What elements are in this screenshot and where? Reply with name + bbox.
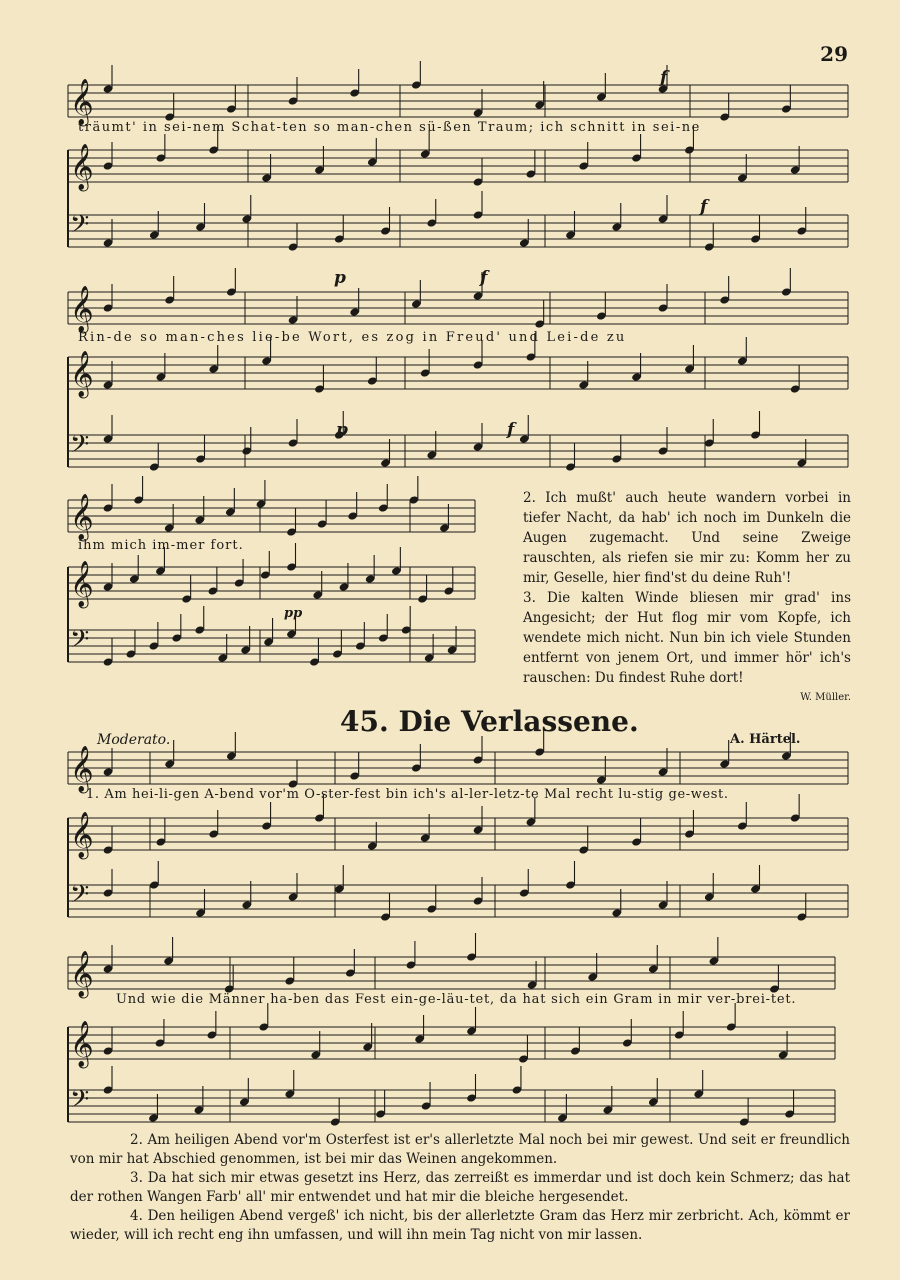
lyrics-line: träumt' in sei-nem Schat-ten so man-chen sü-ßen Traum; ich schnitt in sei-ne <box>78 120 701 135</box>
song-title <box>340 705 639 738</box>
bass-clef: 𝄢 <box>70 430 90 465</box>
verse-text <box>70 1131 850 1245</box>
treble-clef: 𝄞 <box>70 286 94 332</box>
dynamic-mark: f <box>660 68 668 88</box>
treble-clef: 𝄞 <box>70 561 94 607</box>
treble-clef: 𝄞 <box>70 746 94 792</box>
song-name: Die Verlassene. <box>398 705 639 738</box>
page-number: 29 <box>820 42 848 66</box>
treble-clef: 𝄞 <box>70 494 94 540</box>
song-number: 45. <box>340 705 389 738</box>
dynamic-mark: pp <box>284 606 303 621</box>
verse-3: 3. Da hat sich mir etwas gesetzt ins Herz, das zerreißt es immerdar und ist doch kein Schmerz; das hat der rothen Wangen Farb' all' mir entwendet und hat mir die bleiche hergesendet. <box>70 1170 850 1205</box>
treble-clef: 𝄞 <box>70 79 94 125</box>
dynamic-mark: p <box>336 420 348 440</box>
verse-3: 3. Die kalten Winde bliesen mir grad' ins Angesicht; der Hut flog mir vom Kopfe, ich wendete mich nicht. Nun bin ich viele Stunden entfernt von jenem Ort, und immer hör' ich's rauschen: Du findest Ruhe dort! <box>523 590 851 686</box>
lyrics-line: Und wie die Männer ha-ben das Fest ein-ge-läu-tet, da hat sich ein Gram in mir ver-brei-tet. <box>116 992 797 1007</box>
treble-clef: 𝄞 <box>70 1021 94 1067</box>
lyrics-line: ihm mich im-mer fort. <box>78 538 244 553</box>
lyrics-line: Rin-de so man-ches lie-be Wort, es zog in Freud' und Lei-de zu <box>78 330 627 345</box>
bass-clef: 𝄢 <box>70 625 90 660</box>
dynamic-mark: p <box>334 268 346 288</box>
verse-2: 2. Ich mußt' auch heute wandern vorbei in tiefer Nacht, da hab' ich noch im Dunkeln die Augen zugemacht. Und seine Zweige rauschten, als riefen sie mir zu: Komm her zu mir, Geselle, hier find'st du deine Ruh'! <box>523 490 851 586</box>
dynamic-mark: f <box>700 197 708 217</box>
treble-clef: 𝄞 <box>70 812 94 858</box>
dynamic-mark: f <box>480 268 488 288</box>
bass-clef: 𝄢 <box>70 1085 90 1120</box>
verse-4: 4. Den heiligen Abend vergeß' ich nicht, bis der allerletzte Gram das Herz mir zerbricht. Ach, kömmt er wieder, will ich recht eng ihn umfassen, und will ihn mein Tag nicht von mir lassen. <box>70 1208 850 1243</box>
treble-clef: 𝄞 <box>70 951 94 997</box>
bass-clef: 𝄢 <box>70 880 90 915</box>
dynamic-mark: f <box>507 420 515 440</box>
bass-clef: 𝄢 <box>70 210 90 245</box>
composer-credit: A. Härtel. <box>730 732 801 747</box>
tempo-mark: Moderato. <box>97 732 171 748</box>
verse-2: 2. Am heiligen Abend vor'm Osterfest ist er's allerletzte Mal noch bei mir gewest. Und seit er freundlich von mir hat Abschied genommen, ist bei mir das Weinen angekommen. <box>70 1132 850 1167</box>
verse-text <box>523 488 851 708</box>
treble-clef: 𝄞 <box>70 144 94 190</box>
poet-credit: W. Müller. <box>800 692 851 703</box>
lyrics-line: 1. Am hei-li-gen A-bend vor'm O-ster-fest bin ich's al-ler-letz-te Mal recht lu-stig ge-west. <box>86 787 729 802</box>
treble-clef: 𝄞 <box>70 351 94 397</box>
